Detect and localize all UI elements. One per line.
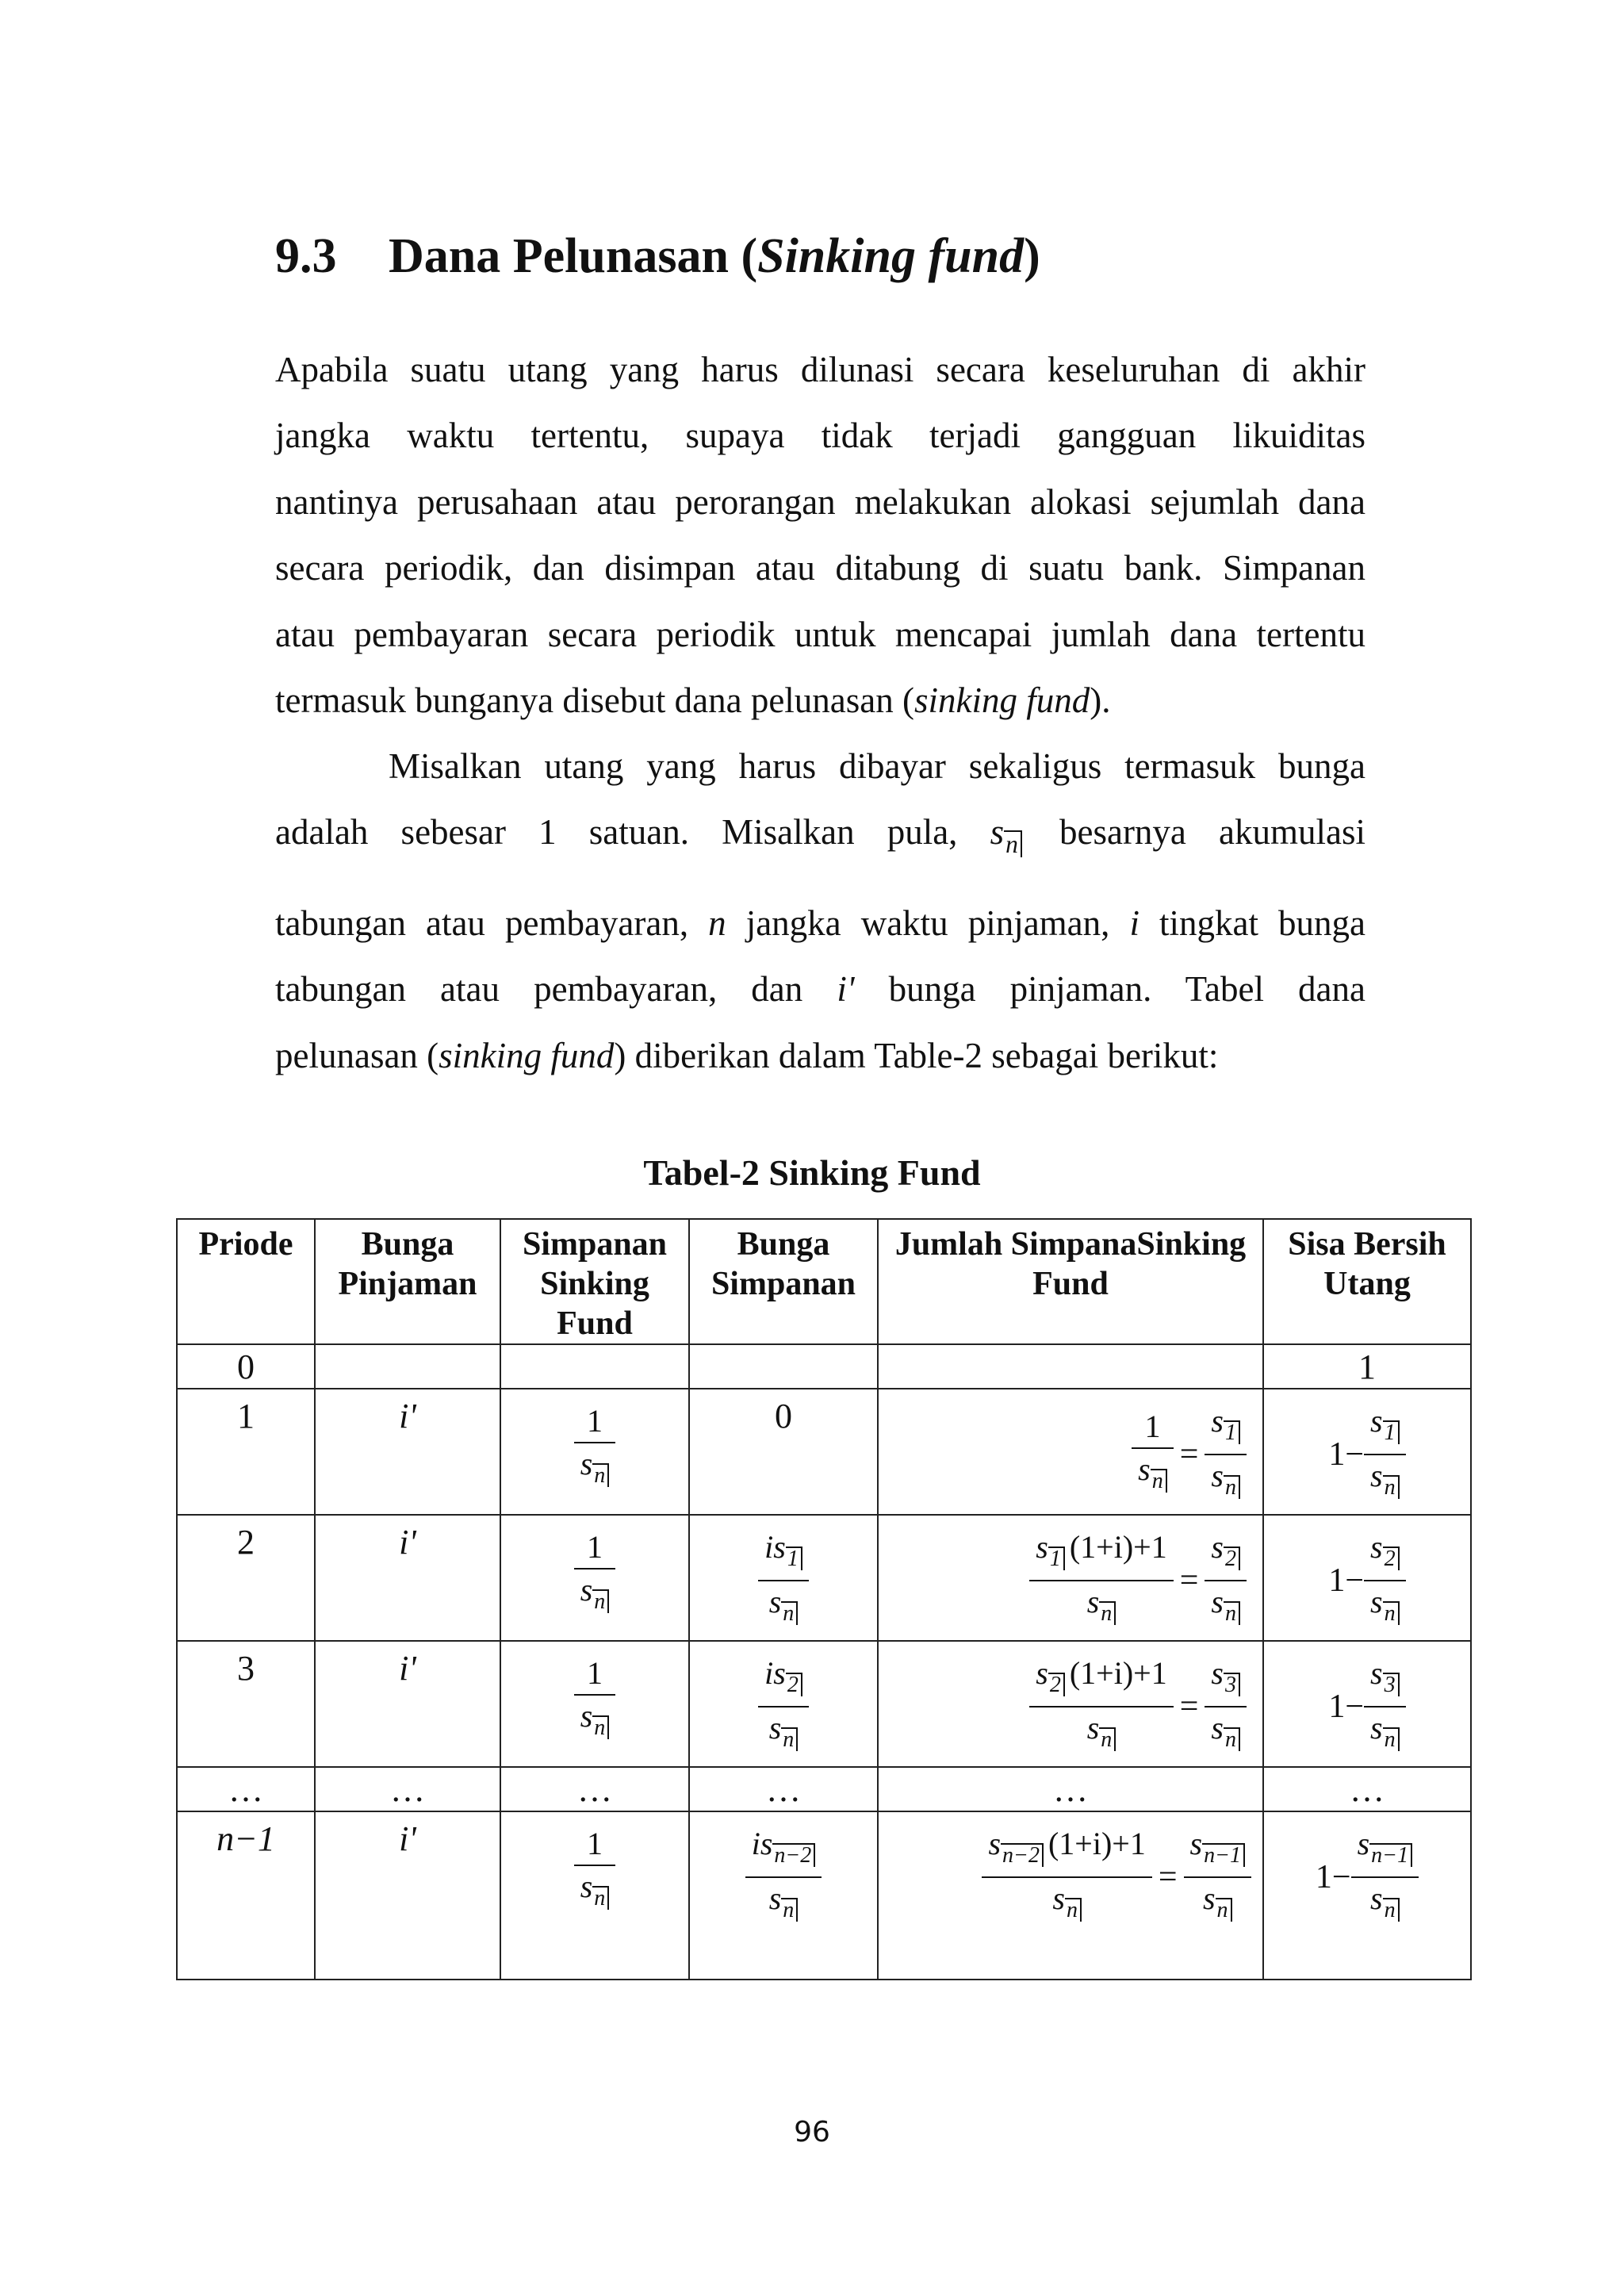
paragraph-line: Misalkan utang yang harus dibayar sekaligus termasuk bunga xyxy=(389,746,1365,786)
paragraph-definitions xyxy=(275,734,1365,1089)
cell-deposit: $\frac{1}{s_n}$ xyxy=(500,1811,689,1980)
paragraph-line: tabungan atau pembayaran, dan i' bunga pinjaman. Tabel dana xyxy=(275,969,1365,1010)
annuity-symbol: $s_n$ xyxy=(990,799,1027,877)
cell-deposit: $\frac{1}{s_n}$ xyxy=(500,1515,689,1641)
cell-interest: $\frac{is_{n-2}}{s_n}$ xyxy=(689,1811,878,1980)
paragraph-line: termasuk bunganya disebut dana pelunasan (sinking fund). xyxy=(275,680,1111,721)
table-row xyxy=(177,1389,1471,1515)
cell-remaining: 1− $\frac{s_{n-1}}{s_n}$ xyxy=(1263,1811,1471,1980)
col-header-remaining: Sisa Bersih Utang xyxy=(1263,1219,1471,1344)
table-header-row xyxy=(177,1219,1471,1344)
paragraph-line: tabungan atau pembayaran, n jangka waktu pinjaman, i tingkat bunga xyxy=(275,903,1366,943)
table-caption: Tabel-2 Sinking Fund xyxy=(643,1152,981,1193)
col-header-loan-interest: Bunga Pinjaman xyxy=(315,1219,500,1344)
paragraph-line: adalah sebesar 1 satuan. Misalkan pula, $s_n$ besarnya akumulasi xyxy=(275,799,1365,877)
cell-total: $\frac{1}{s_n}$ = $\frac{s_1}{s_n}$ xyxy=(878,1389,1263,1515)
cell-period: 1 xyxy=(177,1389,315,1515)
section-number: 9.3 xyxy=(275,229,337,283)
table-row xyxy=(177,1344,1471,1389)
paragraph-intro xyxy=(275,337,1365,734)
col-header-period: Priode xyxy=(177,1219,315,1344)
page-number: 96 xyxy=(794,2116,830,2148)
cell-period: 2 xyxy=(177,1515,315,1641)
cell-remaining: 1− $\frac{s_1}{s_n}$ xyxy=(1263,1389,1471,1515)
cell-total: $\frac{s_1 (1+i)+1}{s_n}$ = $\frac{s_2}{s_n}$ xyxy=(878,1515,1263,1641)
table-row xyxy=(177,1811,1471,1980)
cell-interest: $\frac{is_1}{s_n}$ xyxy=(689,1515,878,1641)
paragraph-line: Apabila suatu utang yang harus dilunasi secara keseluruhan di akhir xyxy=(275,350,1365,389)
cell-deposit: $\frac{1}{s_n}$ xyxy=(500,1389,689,1515)
cell-remaining: 1− $\frac{s_3}{s_n}$ xyxy=(1263,1641,1471,1767)
col-header-deposit-interest: Bunga Simpanan xyxy=(689,1219,878,1344)
paragraph-line: pelunasan (sinking fund) diberikan dalam Table-2 sebagai berikut: xyxy=(275,1035,1219,1075)
cell-period: 0 xyxy=(177,1344,315,1389)
table-row-ellipsis: … … … … … … xyxy=(177,1767,1471,1811)
cell-remaining: 1 xyxy=(1263,1344,1471,1389)
cell-period: n−1 xyxy=(177,1811,315,1980)
cell-deposit: $\frac{1}{s_n}$ xyxy=(500,1641,689,1767)
paragraph-line: jangka waktu tertentu, supaya tidak terjadi gangguan likuiditas xyxy=(275,416,1365,456)
table-row xyxy=(177,1515,1471,1641)
cell-interest: $\frac{is_2}{s_n}$ xyxy=(689,1641,878,1767)
paragraph-line: secara periodik, dan disimpan atau ditabung di suatu bank. Simpanan xyxy=(275,548,1365,588)
cell-rate: i' xyxy=(315,1515,500,1641)
col-header-deposit: Simpanan Sinking Fund xyxy=(500,1219,689,1344)
cell-total: $\frac{s_2 (1+i)+1}{s_n}$ = $\frac{s_3}{s_n}$ xyxy=(878,1641,1263,1767)
col-header-total: Jumlah SimpanaSinking Fund xyxy=(878,1219,1263,1344)
sinking-fund-table xyxy=(176,1218,1472,1980)
cell-rate: i' xyxy=(315,1811,500,1980)
cell-remaining: 1− $\frac{s_2}{s_n}$ xyxy=(1263,1515,1471,1641)
paragraph-line: nantinya perusahaan atau perorangan melakukan alokasi sejumlah dana xyxy=(275,481,1365,522)
cell-total: $\frac{s_{n-2} (1+i)+1}{s_n}$ = $\frac{s_{n-1}}{s_n}$ xyxy=(878,1811,1263,1980)
cell-interest: 0 xyxy=(689,1389,878,1515)
paragraph-line: atau pembayaran secara periodik untuk mencapai jumlah dana tertentu xyxy=(275,614,1365,654)
cell-period: 3 xyxy=(177,1641,315,1767)
section-heading: 9.3 Dana Pelunasan (Sinking fund) xyxy=(275,229,1040,283)
cell-rate: i' xyxy=(315,1641,500,1767)
table-row xyxy=(177,1641,1471,1767)
cell-rate: i' xyxy=(315,1389,500,1515)
